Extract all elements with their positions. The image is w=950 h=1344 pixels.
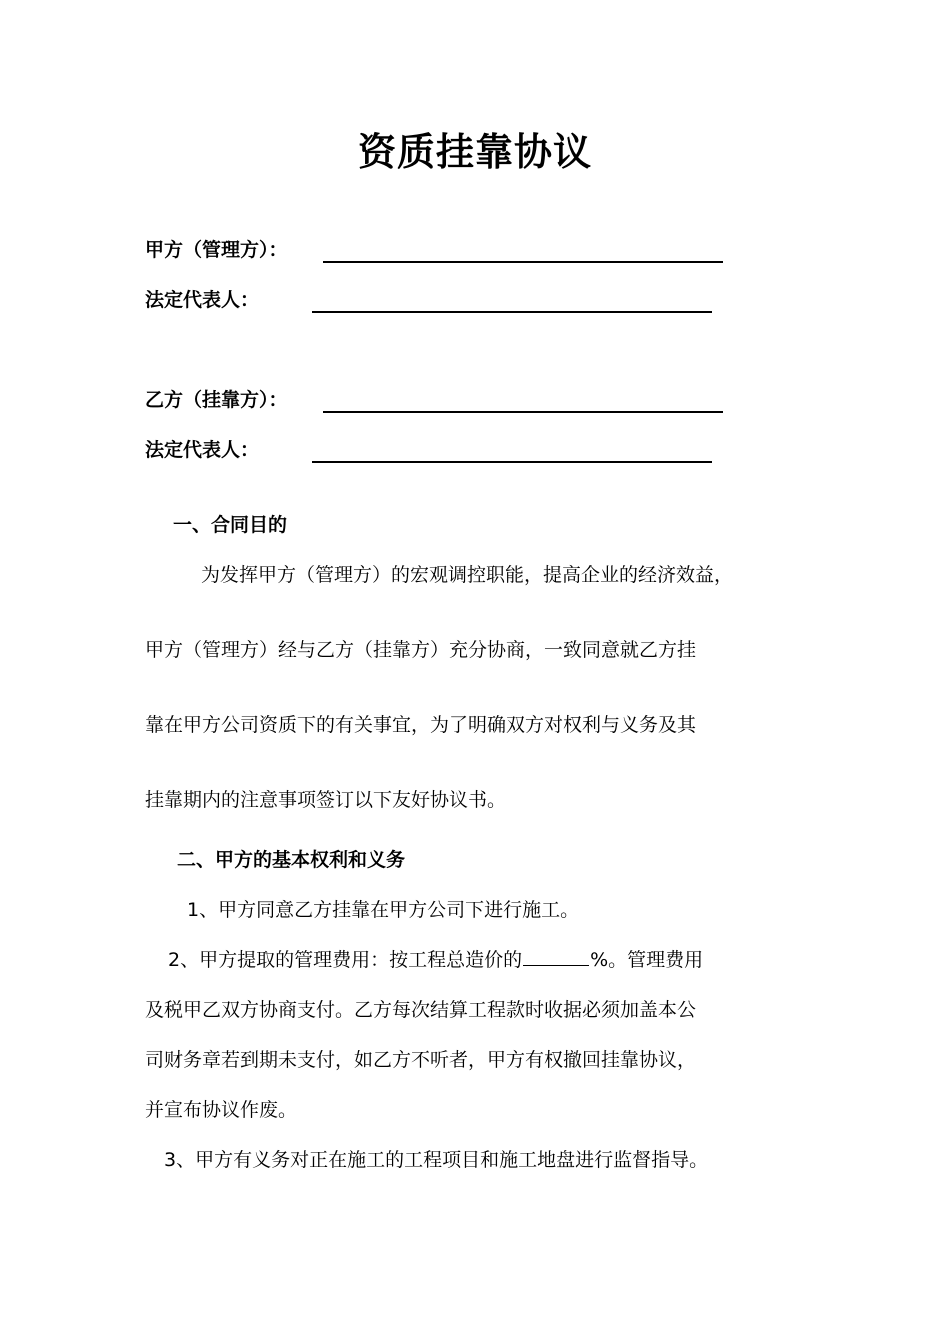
party-b-field <box>145 386 725 414</box>
section2-item-2-line-3: 司财务章若到期未支付，如乙方不听者，甲方有权撤回挂靠协议， <box>145 1049 697 1071</box>
section2-item-3: 3、甲方有义务对正在施工的工程项目和施工地盘进行监督指导。 <box>164 1149 709 1171</box>
party-a-rep-blank-line <box>312 311 712 313</box>
party-b-blank-line <box>323 411 723 413</box>
section1-heading: 一、合同目的 <box>173 514 288 536</box>
section2-item-2 <box>168 946 703 974</box>
party-a-rep-field <box>145 286 715 314</box>
party-a-rep-label: 法定代表人： <box>145 289 260 311</box>
section2-item-2-prefix: 2、甲方提取的管理费用：按工程总造价的 <box>168 949 523 971</box>
section2-item-1: 1、甲方同意乙方挂靠在甲方公司下进行施工。 <box>187 899 580 921</box>
section1-line-4: 挂靠期内的注意事项签订以下友好协议书。 <box>145 789 507 811</box>
party-a-blank-line <box>323 261 723 263</box>
document-title: 资质挂靠协议 <box>357 129 592 174</box>
section2-item-2-suffix: %。管理费用 <box>590 949 704 971</box>
section2-item-2-line-4: 并宣布协议作废。 <box>145 1099 298 1121</box>
section1-line-2: 甲方（管理方）经与乙方（挂靠方）充分协商，一致同意就乙方挂 <box>145 639 697 661</box>
party-a-label: 甲方（管理方）： <box>145 239 288 261</box>
party-b-rep-blank-line <box>312 461 712 463</box>
party-b-label: 乙方（挂靠方）： <box>145 389 288 411</box>
party-a-field <box>145 236 725 264</box>
section2-item-2-line-2: 及税甲乙双方协商支付。乙方每次结算工程款时收据必须加盖本公 <box>145 999 697 1021</box>
section2-heading: 二、甲方的基本权利和义务 <box>177 849 406 871</box>
party-b-rep-field <box>145 436 715 464</box>
section1-line-1: 为发挥甲方（管理方）的宏观调控职能，提高企业的经济效益， <box>201 564 734 586</box>
percentage-blank-line <box>523 946 589 966</box>
section1-line-3: 靠在甲方公司资质下的有关事宜，为了明确双方对权利与义务及其 <box>145 714 697 736</box>
party-b-rep-label: 法定代表人： <box>145 439 260 461</box>
